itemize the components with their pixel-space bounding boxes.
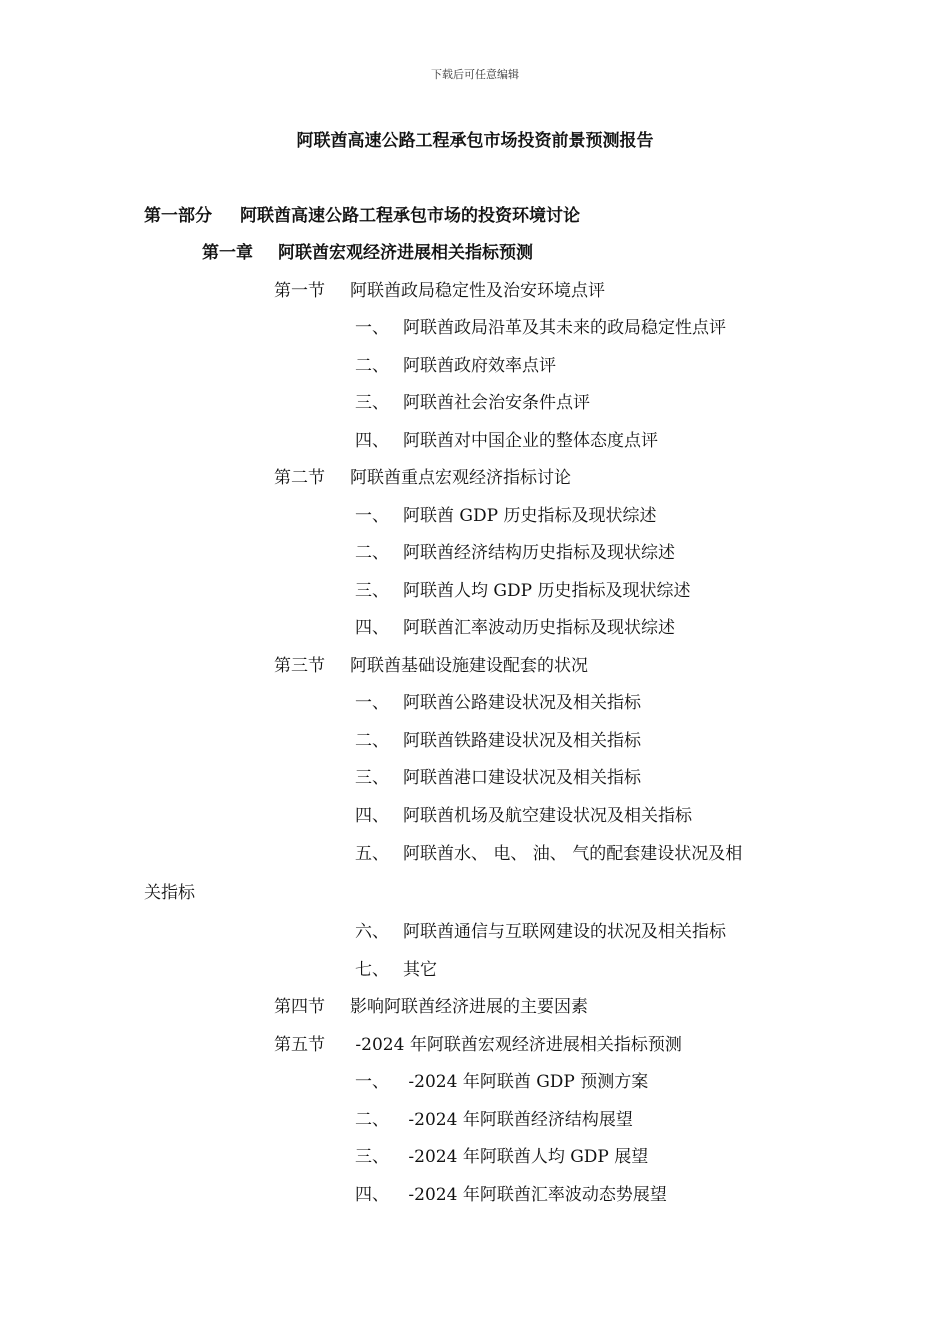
toc-text: 影响阿联酋经济进展的主要因素 — [350, 997, 588, 1017]
toc-section — [274, 651, 588, 676]
toc-item — [355, 839, 742, 864]
toc-number: 第五节 — [274, 1035, 325, 1055]
toc-chapter-1 — [202, 238, 533, 263]
toc-part-1 — [144, 201, 580, 226]
toc-number: 二、 — [355, 1110, 389, 1130]
toc-text: 阿联酋机场及航空建设状况及相关指标 — [403, 806, 692, 826]
toc-number: 三、 — [355, 581, 389, 601]
toc-number: 第三节 — [274, 656, 325, 676]
toc-item — [355, 917, 726, 942]
toc-number: 三、 — [355, 1147, 389, 1167]
toc-item — [355, 688, 641, 713]
toc-item — [355, 388, 590, 413]
toc-item — [355, 763, 641, 788]
toc-text: 阿联酋社会治安条件点评 — [403, 393, 590, 413]
toc-number: 五、 — [355, 844, 389, 864]
toc-text: 阿联酋公路建设状况及相关指标 — [403, 693, 641, 713]
toc-item — [355, 726, 641, 751]
document-title: 阿联酋高速公路工程承包市场投资前景预测报告 — [296, 131, 654, 151]
toc-text: 阿联酋政府效率点评 — [403, 356, 556, 376]
toc-text: 阿联酋经济结构历史指标及现状综述 — [403, 543, 675, 563]
toc-number: 第一节 — [274, 281, 325, 301]
toc-number: 第一章 — [202, 243, 253, 263]
toc-section — [274, 463, 571, 488]
toc-text: -2024 年阿联酋汇率波动态势展望 — [403, 1185, 667, 1205]
toc-text: -2024 年阿联酋人均 GDP 展望 — [403, 1147, 649, 1167]
toc-item — [355, 801, 692, 826]
toc-item — [355, 313, 726, 338]
toc-item — [355, 538, 675, 563]
toc-number: 三、 — [355, 393, 389, 413]
toc-number: 四、 — [355, 1185, 389, 1205]
toc-text: 阿联酋 GDP 历史指标及现状综述 — [403, 506, 657, 526]
toc-number: 三、 — [355, 768, 389, 788]
toc-text: -2024 年阿联酋宏观经济进展相关指标预测 — [350, 1035, 682, 1055]
toc-text: 关指标 — [144, 883, 195, 903]
toc-section — [274, 1030, 682, 1055]
toc-number: 一、 — [355, 1072, 389, 1092]
toc-text: 阿联酋通信与互联网建设的状况及相关指标 — [403, 922, 726, 942]
toc-text: 阿联酋高速公路工程承包市场的投资环境讨论 — [240, 206, 580, 226]
toc-text: 阿联酋政局稳定性及治安环境点评 — [350, 281, 605, 301]
toc-item — [355, 351, 556, 376]
toc-number: 第二节 — [274, 468, 325, 488]
toc-item — [355, 501, 656, 526]
toc-number: 四、 — [355, 618, 389, 638]
toc-text: 阿联酋宏观经济进展相关指标预测 — [278, 243, 533, 263]
toc-number: 第一部分 — [144, 206, 212, 226]
toc-item — [355, 426, 658, 451]
toc-item — [355, 613, 675, 638]
toc-number: 一、 — [355, 693, 389, 713]
toc-item — [355, 1180, 667, 1205]
toc-number: 四、 — [355, 431, 389, 451]
toc-item-continuation — [144, 878, 195, 903]
toc-section — [274, 992, 588, 1017]
toc-text: 阿联酋铁路建设状况及相关指标 — [403, 731, 641, 751]
toc-text: 阿联酋水、 电、 油、 气的配套建设状况及相 — [403, 844, 743, 864]
toc-number: 七、 — [355, 960, 389, 980]
toc-number: 六、 — [355, 922, 389, 942]
toc-number: 二、 — [355, 356, 389, 376]
toc-text: 阿联酋人均 GDP 历史指标及现状综述 — [403, 581, 691, 601]
page-header-note: 下载后可任意编辑 — [431, 68, 519, 81]
toc-item — [355, 1067, 648, 1092]
toc-item — [355, 1142, 648, 1167]
toc-text: 阿联酋基础设施建设配套的状况 — [350, 656, 588, 676]
toc-item — [355, 955, 437, 980]
toc-text: 阿联酋港口建设状况及相关指标 — [403, 768, 641, 788]
toc-text: 阿联酋对中国企业的整体态度点评 — [403, 431, 658, 451]
toc-text: 其它 — [403, 960, 437, 980]
toc-number: 二、 — [355, 543, 389, 563]
toc-text: -2024 年阿联酋 GDP 预测方案 — [403, 1072, 649, 1092]
toc-section — [274, 276, 605, 301]
toc-number: 二、 — [355, 731, 389, 751]
toc-number: 四、 — [355, 806, 389, 826]
toc-item — [355, 576, 690, 601]
toc-text: 阿联酋重点宏观经济指标讨论 — [350, 468, 571, 488]
toc-text: 阿联酋汇率波动历史指标及现状综述 — [403, 618, 675, 638]
toc-text: 阿联酋政局沿革及其未来的政局稳定性点评 — [403, 318, 726, 338]
toc-number: 一、 — [355, 318, 389, 338]
toc-number: 第四节 — [274, 997, 325, 1017]
toc-item — [355, 1105, 633, 1130]
toc-text: -2024 年阿联酋经济结构展望 — [403, 1110, 633, 1130]
toc-number: 一、 — [355, 506, 389, 526]
